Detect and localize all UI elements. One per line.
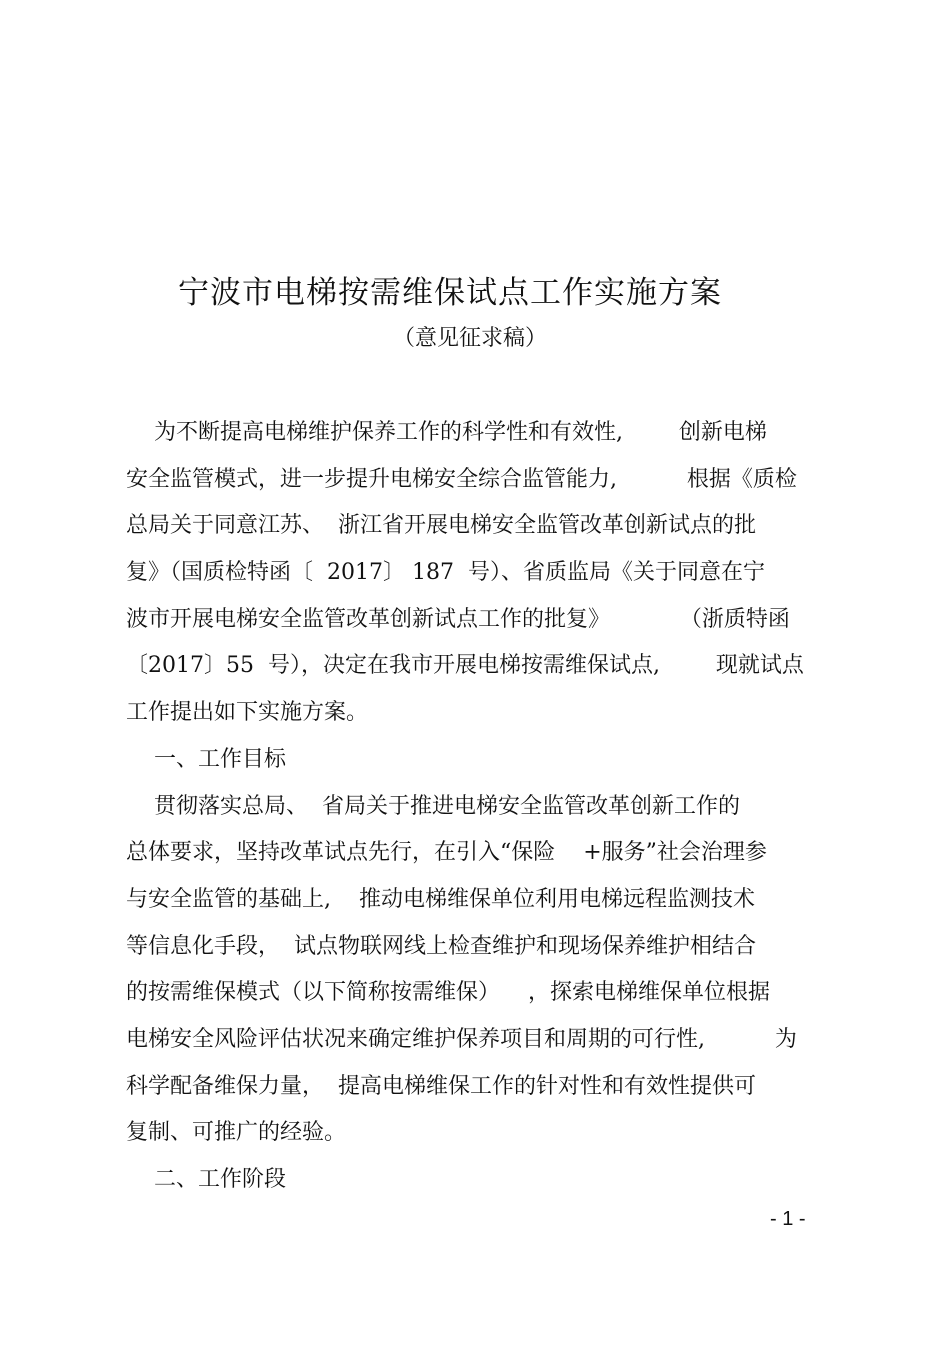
section-heading: 一、工作目标 (126, 746, 286, 772)
text-line: 科学配备维保力量， 提高电梯维保工作的针对性和有效性提供可 (126, 1073, 756, 1099)
page-number: - 1 - (770, 1208, 806, 1230)
section-heading: 二、工作阶段 (126, 1167, 286, 1192)
text-line: 复》（国质检特函〔 2017〕 187 号）、省质监局《关于同意在宁 (126, 560, 765, 586)
text-line: 贯彻落实总局、 省局关于推进电梯安全监管改革创新工作的 (126, 793, 740, 819)
text-line: 波市开展电梯安全监管改革创新试点工作的批复》 （浙质特函 (126, 606, 790, 632)
text-line: 电梯安全风险评估状况来确定维护保养项目和周期的可行性, 为 (126, 1026, 797, 1052)
text-line: 安全监管模式，进一步提升电梯安全综合监管能力, 根据《质检 (126, 466, 797, 492)
page-title: 宁波市电梯按需维保试点工作实施方案 (178, 275, 722, 311)
page-subtitle: （意见征求稿） (392, 326, 547, 351)
document-body (126, 410, 836, 1204)
text-line: 〔2017〕55 号），决定在我市开展电梯按需维保试点, 现就试点 (126, 653, 804, 679)
text-line: 复制、可推广的经验。 (126, 1120, 347, 1146)
text-line: 为不断提高电梯维护保养工作的科学性和有效性, 创新电梯 (126, 420, 767, 445)
text-line: 总局关于同意江苏、 浙江省开展电梯安全监管改革创新试点的批 (126, 513, 756, 539)
text-line: 的按需维保模式（以下简称按需维保） ，探索电梯维保单位根据 (126, 980, 770, 1006)
text-line: 总体要求，坚持改革试点先行，在引入“保险 +服务”社会治理参 (126, 840, 767, 866)
text-line: 工作提出如下实施方案。 (126, 700, 369, 726)
text-line: 等信息化手段， 试点物联网线上检查维护和现场保养维护相结合 (126, 933, 756, 959)
text-line: 与安全监管的基础上, 推动电梯维保单位利用电梯远程监测技术 (126, 886, 755, 912)
